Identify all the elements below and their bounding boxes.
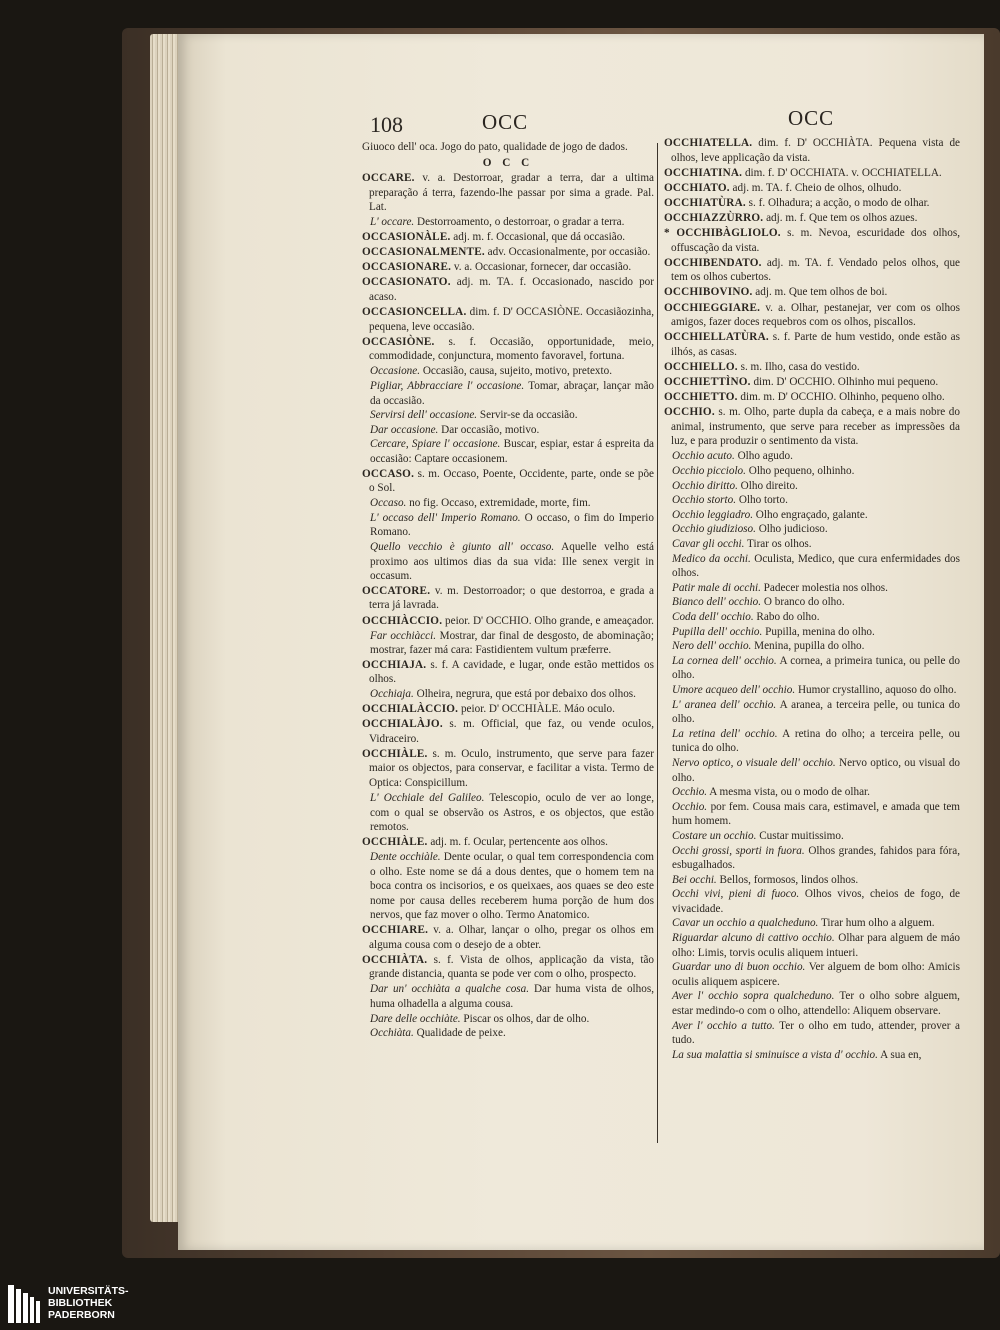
definition: por fem. Cousa mais cara, estimavel, e amada que tem hum homem.	[672, 800, 961, 828]
dictionary-entry	[362, 171, 654, 215]
dictionary-entry	[362, 275, 654, 304]
definition: A aranea, a terceira pelle, ou tunica do olho.	[672, 698, 960, 726]
headword: OCCASIONCELLA.	[362, 306, 467, 319]
running-head-left: OCC	[482, 110, 529, 134]
dictionary-entry	[362, 467, 654, 496]
dictionary-entry	[362, 437, 654, 466]
definition: Olheira, negrura, que está por debaixo dos olhos.	[416, 688, 636, 701]
definition: Olhar para alguem de máo olho: Limis, torvis oculis aliquem intueri.	[672, 932, 961, 959]
dictionary-entry	[362, 687, 654, 702]
definition: Menina, pupilla do olho.	[754, 640, 865, 653]
right-entries	[664, 136, 960, 1062]
definition: Rabo do olho.	[756, 611, 820, 623]
definition: A cornea, a primeira tunica, ou pelle do olho.	[672, 654, 960, 682]
dictionary-entry	[362, 747, 654, 791]
headword: OCCHIO.	[664, 406, 715, 419]
dictionary-entry	[664, 1048, 960, 1063]
dictionary-entry	[362, 260, 654, 275]
dictionary-entry	[664, 196, 960, 211]
definition: Aquelle velho está proximo aos ultimos dias da sua vida: Ille senex vergit in occasum.	[370, 541, 654, 583]
definition: Olho pequeno, olhinho.	[748, 465, 855, 478]
dictionary-entry	[664, 800, 960, 829]
headword: OCCHIELLATÙRA.	[664, 331, 769, 344]
dictionary-entry	[362, 496, 654, 511]
headword: OCCHIALÀJO.	[362, 718, 443, 731]
definition: adj. m. TA. f. Vendado pelos olhos, que tem os olhos cubertos.	[671, 256, 960, 284]
definition: Dar huma vista de olhos, huma olhadella a alguma cousa.	[370, 983, 654, 1010]
dictionary-entry	[664, 181, 960, 196]
headword: OCCHIATELLA.	[664, 137, 753, 149]
dictionary-entry	[664, 330, 960, 359]
definition: Olhos grandes, fahidos para fóra, esbugalhados.	[672, 844, 961, 872]
dictionary-entry	[664, 873, 960, 888]
dictionary-entry	[664, 639, 960, 654]
dictionary-entry	[362, 614, 654, 629]
definition: Dar occasião, motivo.	[441, 423, 540, 436]
dictionary-entry	[664, 493, 960, 508]
italic-phrase: Nero dell' occhio.	[672, 640, 752, 653]
dictionary-entry	[664, 390, 960, 405]
dictionary-entry	[362, 1012, 654, 1027]
italic-phrase: L' aranea dell' occhio.	[672, 698, 777, 711]
definition: O branco do olho.	[763, 596, 845, 609]
italic-phrase: Aver l' occhio sopra qualcheduno.	[672, 990, 835, 1003]
definition: adj. m. TA. f. Cheio de olhos, olhudo.	[732, 181, 902, 194]
dictionary-entry	[664, 698, 960, 727]
dictionary-entry	[664, 625, 960, 640]
definition: Custar muitissimo.	[759, 829, 844, 842]
headword: OCCHIÀCCIO.	[362, 614, 443, 627]
library-name-line1: UNIVERSITÄTS-	[48, 1285, 129, 1297]
dictionary-entry	[664, 211, 960, 226]
dictionary-entry	[362, 305, 654, 334]
italic-phrase: Pupilla dell' occhio.	[672, 625, 763, 638]
italic-phrase: Aver l' occhio a tutto.	[672, 1019, 775, 1032]
dictionary-entry	[362, 364, 654, 379]
definition: Ter o olho sobre alguem, estar medindo-o com o olho, attendello: Aliquem observare.	[672, 990, 960, 1018]
italic-phrase: Occhio giudizioso.	[672, 523, 756, 536]
italic-phrase: Quello vecchio è giunto all' occaso.	[370, 541, 555, 554]
dictionary-entry	[362, 923, 654, 952]
dictionary-entry	[362, 245, 654, 260]
dictionary-entry	[664, 522, 960, 537]
headword: OCCASIONARE.	[362, 261, 452, 274]
headword: OCCHIETTO.	[664, 391, 738, 404]
definition: Servir-se da occasião.	[479, 409, 578, 422]
dictionary-entry	[664, 375, 960, 390]
library-name-line3: PADERBORN	[48, 1309, 115, 1321]
italic-phrase: L' Occhiale del Galileo.	[370, 792, 485, 805]
definition: A retina do olho; a terceira pelle, ou tunica do olho.	[672, 727, 960, 755]
library-name	[48, 1285, 129, 1321]
definition: dim. f. D' OCCHIATA. v. OCCHIATELLA.	[744, 166, 942, 179]
italic-phrase: Occhio.	[672, 786, 708, 799]
dictionary-entry	[664, 654, 960, 683]
italic-phrase: Costare un occhio.	[672, 829, 757, 842]
dictionary-entry	[664, 449, 960, 464]
definition: v. a. Occasionar, fornecer, dar occasião.	[453, 261, 632, 274]
dictionary-entry	[362, 835, 654, 850]
definition: s. m. Oculo, instrumento, que serve para fazer maior os objectos, para conservar, e facilitar a vista. Termo de Optica: Conspicillum.	[369, 747, 655, 790]
italic-phrase: Cercare, Spiare l' occasione.	[370, 438, 501, 451]
italic-phrase: Umore acqueo dell' occhio.	[672, 683, 796, 696]
dictionary-entry	[362, 717, 654, 746]
left-column	[362, 140, 654, 1041]
italic-phrase: Dente occhiàle.	[370, 851, 441, 863]
headword: * OCCHIBÀGLIOLO.	[664, 227, 781, 240]
italic-phrase: Patir male di occhi.	[672, 581, 761, 594]
italic-phrase: Cavar un occhio a qualcheduno.	[672, 917, 819, 930]
dictionary-entry	[664, 508, 960, 523]
definition: Occasião, causa, sujeito, motivo, pretexto.	[422, 365, 613, 378]
definition: s. m. Olho, parte dupla da cabeça, e a mais nobre do animal, instrumento, que serve para receber as impressões da luz, e para produzir o sentimento da vista.	[671, 406, 960, 448]
definition: Olho engraçado, galante.	[755, 508, 868, 521]
italic-phrase: La cornea dell' occhio.	[672, 654, 777, 667]
headword: OCCHIBENDATO.	[664, 256, 762, 269]
italic-phrase: Occhio.	[672, 800, 708, 813]
headword: OCCHIÀLE.	[362, 835, 428, 848]
italic-phrase: Riguardar alcuno di cattivo occhio.	[672, 932, 835, 945]
dictionary-entry	[664, 683, 960, 698]
definition: Dente ocular, o qual tem correspondencia com o olho. Este nome se dá a dous dentes, que o homem tem na boca contra os incisorios, e os queixaes, aos quaes se deo este nome por causa delles receberem huma porção de hum dos nervos, que faz mover o olho. Termo Anatomico.	[370, 851, 654, 922]
intro-text: Giuoco dell' oca. Jogo do pato, qualidade de jogo de dados.	[362, 141, 628, 153]
dictionary-entry	[664, 405, 960, 449]
italic-phrase: Far occhiàcci.	[370, 629, 437, 642]
left-entries	[362, 171, 654, 1041]
dictionary-entry	[664, 785, 960, 800]
definition: adj. m. f. Que tem os olhos azues.	[766, 211, 918, 224]
dictionary-entry	[362, 702, 654, 717]
headword: OCCHIÀTA.	[362, 953, 428, 966]
definition: v. m. Destorroador; o que destorroa, e grada a terra já lavrada.	[369, 584, 654, 612]
dictionary-entry	[362, 953, 654, 982]
headword: OCCHIAZZÙRRO.	[664, 211, 764, 224]
dictionary-entry	[362, 423, 654, 438]
dictionary-entry	[362, 215, 654, 230]
headword: OCCASIONALMENTE.	[362, 246, 485, 259]
dictionary-entry	[362, 540, 654, 584]
definition: Mostrar, dar final de desgosto, de abominação; mostrar, fazer má cara: Fastidientem vultum præferre.	[370, 629, 654, 657]
definition: Olho direito.	[740, 479, 798, 492]
section-heading: O C C	[482, 156, 534, 169]
headword: OCCHIBOVINO.	[664, 286, 753, 299]
dictionary-entry	[664, 931, 960, 960]
italic-phrase: Cavar gli occhi.	[672, 538, 745, 551]
italic-phrase: Coda dell' occhio.	[672, 611, 754, 623]
definition: s. m. Occaso, Poente, Occidente, parte, onde se põe o Sol.	[369, 467, 655, 495]
definition: Olho judicioso.	[758, 523, 828, 536]
definition: s. m. Nevoa, escuridade dos olhos, offuscação da vista.	[671, 227, 960, 254]
italic-phrase: Servirsi dell' occasione.	[370, 409, 478, 422]
definition: Padecer molestia nos olhos.	[763, 581, 888, 594]
dictionary-entry	[362, 658, 654, 687]
library-name-line2: BIBLIOTHEK	[48, 1297, 113, 1309]
definition: dim. f. D' OCCHIÀTA. Pequena vista de olhos, leve applicação da vista.	[671, 137, 961, 164]
definition: Pupilla, menina do olho.	[765, 625, 875, 638]
italic-phrase: Bei occhi.	[672, 873, 717, 886]
dictionary-entry	[362, 230, 654, 245]
headword: OCCASIÒNE.	[362, 335, 435, 348]
definition: Tirar hum olho a alguem.	[820, 917, 935, 930]
definition: Buscar, espiar, estar á espreita da occasião: Captare occasionem.	[370, 438, 655, 465]
italic-phrase: Occhio leggiadro.	[672, 508, 753, 521]
dictionary-entry	[664, 756, 960, 785]
headword: OCCASIONATO.	[362, 276, 451, 289]
dictionary-entry	[664, 360, 960, 375]
dictionary-entry	[664, 301, 960, 330]
italic-phrase: Occhio picciolo.	[672, 465, 746, 478]
definition: Humor crystallino, aquoso do olho.	[797, 683, 957, 696]
headword: OCCHIETTÌNO.	[664, 376, 751, 388]
definition: Nervo optico, ou visual do olho.	[672, 756, 961, 784]
italic-phrase: Occasione.	[370, 365, 421, 378]
dictionary-entry	[362, 791, 654, 835]
definition: A mesma vista, ou o modo de olhar.	[709, 786, 870, 799]
dictionary-entry	[664, 844, 960, 873]
dictionary-entry	[362, 982, 654, 1011]
headword: OCCHIARE.	[362, 923, 429, 936]
italic-phrase: L' occare.	[370, 216, 415, 229]
definition: s. f. A cavidade, e lugar, onde estão mettidos os olhos.	[369, 658, 654, 686]
definition: s. m. Ilho, casa do vestido.	[740, 360, 860, 373]
dictionary-entry	[664, 610, 960, 625]
dictionary-entry	[362, 584, 654, 613]
dictionary-entry	[362, 408, 654, 423]
dictionary-entry	[664, 595, 960, 610]
definition: Bellos, formosos, lindos olhos.	[719, 873, 859, 886]
dictionary-entry	[664, 226, 960, 255]
italic-phrase: Occhio acuto.	[672, 450, 735, 463]
definition: dim. D' OCCHIO. Olhinho mui pequeno.	[753, 376, 939, 388]
definition: s. f. Occasião, opportunidade, meio, commodidade, conjunctura, momento favoravel, fortuna.	[369, 335, 654, 363]
italic-phrase: Nervo optico, o visuale dell' occhio.	[672, 756, 836, 769]
dictionary-entry	[362, 1026, 654, 1041]
dictionary-entry	[664, 989, 960, 1018]
library-logo-icon	[6, 1283, 42, 1325]
definition: v. a. Olhar, lançar o olho, pregar os olhos em alguma cousa com o desejo de a obter.	[369, 923, 655, 951]
dictionary-entry	[664, 256, 960, 285]
dictionary-entry	[664, 1019, 960, 1048]
definition: Qualidade de peixe.	[416, 1027, 506, 1040]
dictionary-entry	[664, 581, 960, 596]
definition: peior. D' OCCHIÀLE. Máo oculo.	[460, 703, 615, 716]
definition: Piscar os olhos, dar de olho.	[463, 1012, 590, 1025]
page-number: 108	[370, 112, 403, 137]
definition: s. m. Official, que faz, ou vende oculos, Vidraceiro.	[369, 718, 654, 745]
headword: OCCATORE.	[362, 584, 431, 597]
headword: OCCHIELLO.	[664, 360, 738, 373]
dictionary-entry	[664, 727, 960, 756]
definition: v. a. Destorroar, gradar a terra, dar a ultima preparação á terra, fazendo-lhe passar por sima a grade. Pal. Lat.	[369, 172, 654, 214]
definition: O occaso, o fim do Imperio Romano.	[370, 511, 654, 539]
headword: OCCHIATO.	[664, 181, 730, 194]
definition: Ver alguem de bom olho: Amicis oculis aliquem aspicere.	[672, 961, 960, 988]
dictionary-entry	[664, 464, 960, 479]
dictionary-entry	[664, 479, 960, 494]
definition: s. f. Parte de hum vestido, onde estão as ilhós, as casas.	[671, 331, 960, 358]
italic-phrase: Bianco dell' occhio.	[672, 596, 762, 609]
definition: Ter o olho em tudo, attender, prover a tudo.	[672, 1019, 960, 1047]
definition: peior. D' OCCHIO. Olho grande, e ameaçador.	[445, 614, 654, 627]
italic-phrase: Dar un' occhiàta a qualche cosa.	[370, 983, 530, 996]
italic-phrase: L' occaso dell' Imperio Romano.	[370, 511, 521, 524]
headword: OCCHIEGGIARE.	[664, 301, 761, 314]
headword: OCCHIÀLE.	[362, 747, 428, 760]
headword: OCCHIATÙRA.	[664, 196, 746, 209]
italic-phrase: Occaso.	[370, 497, 407, 510]
definition: Oculista, Medico, que cura enfermidades dos olhos.	[672, 552, 960, 580]
running-head-right: OCC	[788, 106, 835, 130]
dictionary-entry	[362, 379, 654, 408]
italic-phrase: Pigliar, Abbracciare l' occasione.	[370, 380, 525, 392]
dictionary-entry	[362, 511, 654, 540]
definition: adj. m. f. Ocular, pertencente aos olhos.	[430, 835, 608, 848]
library-watermark	[0, 1281, 160, 1327]
headword: OCCARE.	[362, 172, 415, 185]
definition: Tirar os olhos.	[747, 538, 812, 551]
dictionary-entry	[664, 136, 960, 165]
dictionary-entry	[664, 887, 960, 916]
definition: adj. m. f. Occasional, que dá occasião.	[453, 231, 626, 244]
column-divider	[657, 143, 658, 1143]
definition: s. f. Vista de olhos, applicação da vista, tão grande distancia, quanta se pode ver com o olho, prospecto.	[369, 953, 655, 981]
intro-entry	[362, 140, 654, 155]
italic-phrase: Guardar uno di buon occhio.	[672, 961, 806, 974]
italic-phrase: Dar occasione.	[370, 423, 439, 436]
italic-phrase: La retina dell' occhio.	[672, 727, 778, 740]
italic-phrase: La sua malattia si sminuisce a vista d' occhio.	[672, 1048, 878, 1061]
headword: OCCHIAJA.	[362, 658, 427, 671]
headword: OCCHIATINA.	[664, 166, 743, 179]
definition: no fig. Occaso, extremidade, morte, fim.	[409, 497, 591, 510]
definition: A sua en,	[880, 1048, 922, 1061]
definition: adv. Occasionalmente, por occasião.	[487, 246, 651, 259]
definition: Olhos vivos, cheios de fogo, de vivacidade.	[672, 888, 960, 915]
italic-phrase: Dare delle occhiàte.	[370, 1012, 461, 1025]
definition: dim. m. D' OCCHIO. Olhinho, pequeno olho.	[740, 391, 945, 404]
dictionary-entry	[664, 552, 960, 581]
italic-phrase: Occhiàta.	[370, 1027, 414, 1040]
headword: OCCASIONÀLE.	[362, 231, 451, 244]
dictionary-entry	[362, 850, 654, 923]
right-column	[664, 136, 960, 1062]
dictionary-entry	[362, 629, 654, 658]
definition: dim. f. D' OCCASIÒNE. Occasiãozinha, pequena, leve occasião.	[369, 306, 654, 333]
definition: Olho agudo.	[737, 450, 793, 463]
headword: OCCHIALÀCCIO.	[362, 703, 459, 716]
dictionary-entry	[362, 335, 654, 364]
dictionary-entry	[664, 537, 960, 552]
headword: OCCASO.	[362, 467, 415, 480]
italic-phrase: Occhiaja.	[370, 688, 414, 701]
definition: s. f. Olhadura; a acção, o modo de olhar.	[748, 196, 930, 209]
italic-phrase: Occhi vivi, pieni di fuoco.	[672, 888, 800, 901]
italic-phrase: Medico da occhi.	[672, 552, 751, 565]
dictionary-entry	[664, 166, 960, 181]
definition: adj. m. Que tem olhos de boi.	[755, 286, 888, 299]
definition: Telescopio, oculo de ver ao longe, com o qual se observão os Astros, e os objectos, que estão remotos.	[370, 792, 654, 834]
definition: Destorroamento, o destorroar, o gradar a terra.	[417, 216, 625, 229]
dictionary-entry	[664, 285, 960, 300]
dictionary-entry	[664, 916, 960, 931]
definition: adj. m. TA. f. Occasionado, nascido por acaso.	[369, 276, 654, 303]
italic-phrase: Occhi grossi, sporti in fuora.	[672, 844, 805, 857]
definition: Olho torto.	[738, 494, 788, 507]
definition: v. a. Olhar, pestanejar, ver com os olhos amigos, fazer doces requebros com os olhos, piscallos.	[671, 301, 961, 329]
dictionary-entry	[664, 960, 960, 989]
italic-phrase: Occhio diritto.	[672, 479, 738, 492]
italic-phrase: Occhio storto.	[672, 494, 737, 507]
definition: Tomar, abraçar, lançar mão da occasião.	[370, 380, 654, 407]
dictionary-entry	[664, 829, 960, 844]
